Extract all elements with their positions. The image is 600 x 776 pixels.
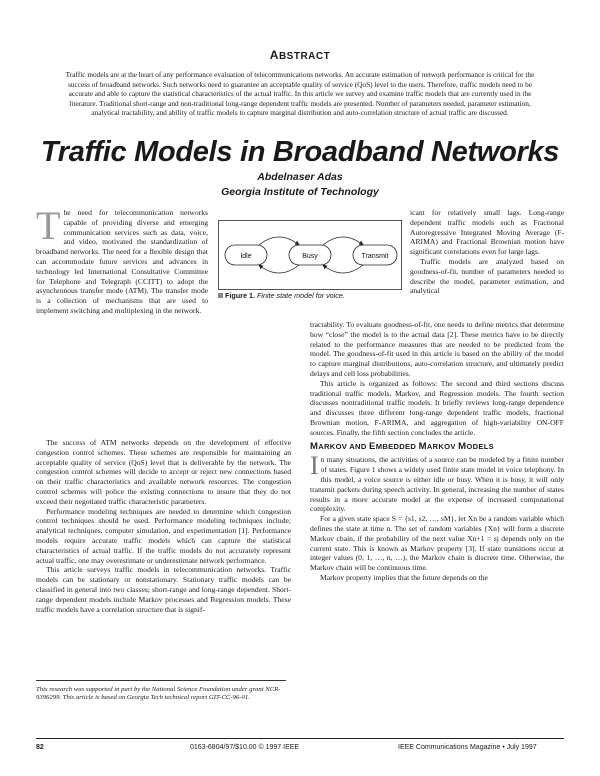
paragraph-tractability: tractability. To evaluate goodness-of-fit, one needs to define metrics that determine how “close” the model is to the actual data [2]. These metrics have to be directly related to the performance measures that are needed to be predicted from the model. The goodness-of-fit used in this article is based on the ability of the model to capture marginal distributions, auto-correlation structure, and ultimately predict delays and cell loss probabilities. [310, 320, 564, 378]
intro-text: he need for telecommunication networks capable of providing diverse and emerging communication services such as data, voice, and video, motivated the standardization of broadband networks. The need for a flexible design that can accommodate future services and advances in technology led International Consultative Committee for Telephone and Telegraph (CCITT) to adopt the asynchronous transfer mode (ATM). The transfer mode is a collection of mechanisms that are used to implement switching and multiplexing in the network. [36, 208, 208, 315]
footnote-divider [36, 680, 286, 681]
arrow-transmit-to-busy [323, 265, 363, 273]
page-number: 82 [36, 744, 44, 751]
abstract-heading [0, 48, 600, 62]
paragraph-markov-property: Markov property implies that the future depends on the [320, 572, 488, 582]
arrow-idle-to-busy [259, 237, 299, 245]
intro-paragraph [36, 203, 208, 316]
paragraph-performance-modeling: Performance modeling techniques are needed to determine which congestion control techniques should be used. Performance modeling techniques include; analytical techniques, computer simulation, and experimentation [1]. Performance models require accurate traffic models which can capture the statistical characteristics of actual traffic. If the traffic models do not accurately represent actual traffic, one may overestimate or underestimate network performance. [36, 506, 291, 565]
copyright: 0163-6804/97/$10.00 © 1997 IEEE [190, 744, 300, 751]
column-1-bottom [36, 438, 291, 614]
paragraph-analysis: Traffic models are analyzed based on goodness-of-fit, number of parameters needed to describe the model, parameter estimation, and analytical [410, 256, 564, 296]
footnote: This research was supported in part by the National Science Foundation under grant NCR-9396299. This article is based on Georgia Tech technical report GIT-CC-96-01. [36, 686, 281, 702]
column-1-top [36, 203, 208, 316]
drop-cap-t: T [36, 203, 61, 248]
paragraph-state-space: For a given state space S = {s1, s2, …, sM}, let Xn be a random variable which defines the state at time n. The set of random variables {Xn} will form a discrete Markov chain, if the probability of the next value Xn+1 = sj depends only on the current state. This is known as Markov property [3]. If state transitions occur at integer values (0, 1, …, n, …), the Markov chain is discrete time. Otherwise, the Markov chain will be continuous time. [310, 514, 564, 573]
paper-title: Traffic Models in Broadband Networks [40, 136, 560, 168]
finite-state-text: n many situations, the activities of a source can be modeled by a finite number of states. Figure 1 shows a widely used finite state model in voice telephony. In this model, a voice source is either idle or busy. When it is busy, it will only transmit packets during speech activity. In general, increasing the number of states results in a more accurate model at the expense of increased computational complexity. [310, 455, 564, 514]
caption-marker [218, 293, 223, 298]
abstract-heading-rest: BSTRACT [278, 51, 331, 62]
paragraph-survey: This article surveys traffic models in telecommunication networks. Traffic models can be stationary or nonstationary. Stationary traffic models can be classified in general into two classes; short-range and long-range dependent. Short-range dependent models include Markov processes and Regression models. These traffic models have a correlation structure that is signif- [36, 565, 291, 614]
paragraph-atm-success: The success of ATM networks depends on the development of effective congestion control schemes. These schemes are responsible for maintaining an acceptable quality of service (QoS) level that is deliverable by the network. The congestion control schemes will decide to accept or reject new connections based on their traffic characteristics and available network resources. The congestion control schemes will police the existing connections to insure that they do not exceed their negotiated traffic characteristic parameters. [36, 438, 291, 506]
state-diagram [219, 221, 401, 289]
column-3-top [410, 208, 564, 296]
paragraph-organization: This article is organized as follows: The second and third sections discuss traditional traffic models, Markov, and Regression models. The fourth section discusses nontraditional traffic models. It briefly reviews long-range dependence and discusses three different long-range dependent traffic models, fractional Brownian motion, F-ARIMA, and aggregation of high-variability ON-OFF sources. Finally, the fifth section concludes the article. [310, 378, 564, 437]
figure-caption [218, 291, 400, 300]
abstract-text: Traffic models are at the heart of any performance evaluation of telecommunications networks. An accurate estimation of network performance is critical for the success of broadband networks. Such networks need to guarantee an acceptable quality of service (QoS) level to the users. Therefore, traffic models need to be accurate and able to capture the statistical characteristics of the actual traffic. In this article we survey and examine traffic models that are currently used in the literature. Traditional short-range and non-traditional long-range dependent traffic models are presented. Number of parameters needed, parameter estimation, analytical tractability, and ability of traffic models to capture marginal distribution and auto-correlation structure of actual traffic are discussed. [65, 70, 535, 118]
arrow-busy-to-idle [259, 265, 299, 273]
section-heading-markov: MARKOV AND EMBEDDED MARKOV MODELS [310, 440, 495, 452]
footer-divider [36, 738, 564, 739]
figure-caption-text: Finite state model for voice. [256, 291, 345, 300]
figure-label: Figure 1. [225, 291, 255, 300]
state-transmit-label: Transmit [361, 253, 389, 260]
paragraph-long-range: icant for relatively small lags. Long-range dependent traffic models such as Fractional Autoregressive Integrated Moving Average (F-ARIMA) and Fractional Brownian motion have significant correlations even for large lags. [410, 208, 564, 257]
magazine-info: IEEE Communications Magazine • July 1997 [398, 744, 537, 751]
arrow-busy-to-transmit [323, 237, 363, 245]
state-idle-label: Idle [240, 253, 252, 260]
author-affiliation: Georgia Institute of Technology [221, 186, 379, 198]
paragraph-finite-state [310, 451, 564, 514]
state-busy-label: Busy [302, 253, 318, 260]
abstract-heading-initial: A [269, 48, 279, 62]
column-2 [310, 320, 564, 583]
drop-cap-i: I [310, 451, 319, 481]
author-name: Abdelnaser Adas [257, 171, 343, 183]
figure-1 [218, 220, 402, 290]
